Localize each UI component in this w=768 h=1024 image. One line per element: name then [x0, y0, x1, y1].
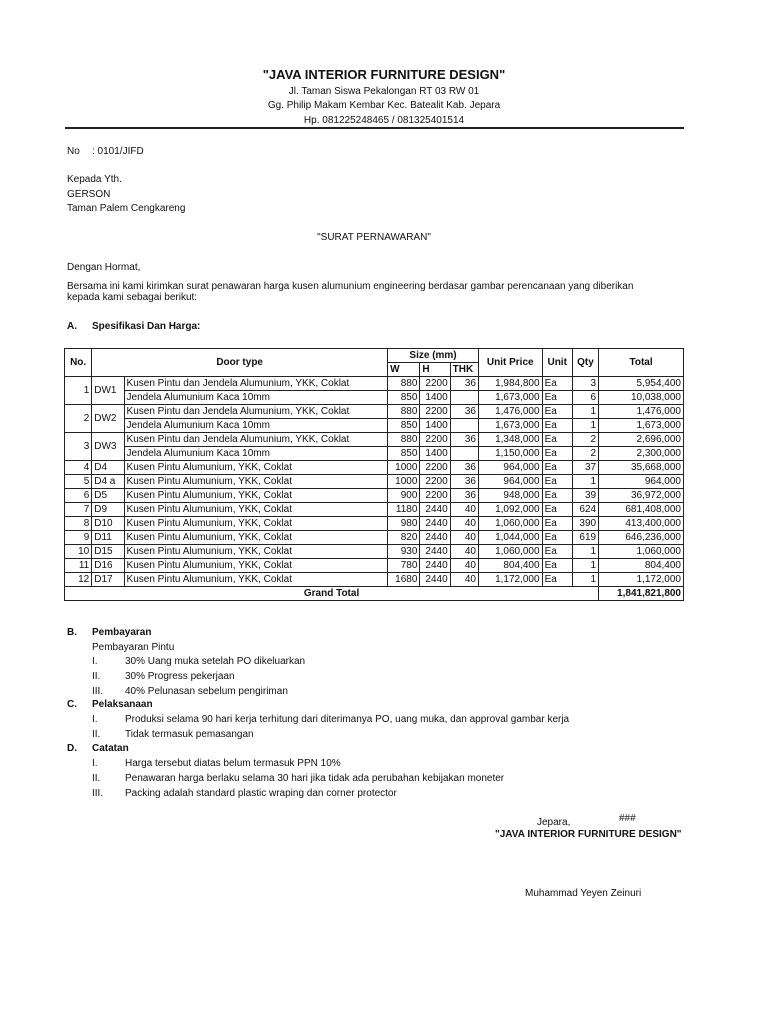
section-d-item-text: Packing adalah standard plastic wraping dan corner protector: [125, 788, 397, 799]
cell-qty: 2: [572, 433, 598, 447]
section-b-title: Pembayaran: [92, 627, 152, 638]
cell-description: Kusen Pintu Alumunium, YKK, Coklat: [124, 545, 388, 559]
cell-code: DW2: [92, 405, 124, 433]
cell-qty: 1: [572, 419, 598, 433]
table-row: [65, 377, 684, 391]
cell-no: 1: [65, 377, 92, 405]
section-b-subtitle: Pembayaran Pintu: [92, 642, 175, 653]
cell-no: 6: [65, 489, 92, 503]
cell-code: DW3: [92, 433, 124, 461]
cell-thickness: 40: [450, 545, 478, 559]
phone-line: Hp. 081225248465 / 081325401514: [303, 115, 465, 126]
cell-qty: 6: [572, 391, 598, 405]
cell-thickness: 36: [450, 405, 478, 419]
recipient-name: GERSON: [67, 189, 111, 200]
table-row: [65, 531, 684, 545]
section-b-letter: B.: [67, 627, 77, 638]
cell-code: D4: [92, 461, 124, 475]
cell-total: 36,972,000: [599, 489, 684, 503]
cell-unit-price: 804,400: [478, 559, 542, 573]
cell-height: 2200: [420, 475, 450, 489]
cell-qty: 1: [572, 545, 598, 559]
cell-unit: Ea: [542, 545, 572, 559]
cell-no: 12: [65, 573, 92, 587]
table-row: [65, 447, 684, 461]
cell-height: 2440: [420, 573, 450, 587]
cell-unit: Ea: [542, 419, 572, 433]
col-no: No.: [65, 349, 92, 377]
cell-code: DW1: [92, 377, 124, 405]
cell-total: 804,400: [599, 559, 684, 573]
cell-unit-price: 1,172,000: [478, 573, 542, 587]
table-row: [65, 489, 684, 503]
col-qty: Qty: [572, 349, 598, 377]
section-b-item-text: 30% Progress pekerjaan: [125, 671, 235, 682]
cell-thickness: 36: [450, 377, 478, 391]
cell-description: Kusen Pintu Alumunium, YKK, Coklat: [124, 503, 388, 517]
cell-unit: Ea: [542, 559, 572, 573]
cell-qty: 1: [572, 559, 598, 573]
cell-width: 850: [388, 419, 420, 433]
cell-no: 2: [65, 405, 92, 433]
cell-unit-price: 1,044,000: [478, 531, 542, 545]
section-d-item-text: Penawaran harga berlaku selama 30 hari jika tidak ada perubahan kebijakan moneter: [125, 773, 505, 784]
cell-code: D11: [92, 531, 124, 545]
cell-unit: Ea: [542, 517, 572, 531]
section-c-item-text: Tidak termasuk pemasangan: [125, 729, 254, 740]
cell-qty: 390: [572, 517, 598, 531]
cell-width: 930: [388, 545, 420, 559]
cell-code: D5: [92, 489, 124, 503]
section-c-item-text: Produksi selama 90 hari kerja terhitung dari diterimanya PO, uang muka, dan approval gambar kerja: [125, 714, 570, 725]
cell-description: Jendela Alumunium Kaca 10mm: [124, 391, 388, 405]
cell-qty: 2: [572, 447, 598, 461]
cell-qty: 39: [572, 489, 598, 503]
cell-thickness: 40: [450, 531, 478, 545]
cell-total: 964,000: [599, 475, 684, 489]
section-b-item-text: 30% Uang muka setelah PO dikeluarkan: [125, 656, 306, 667]
cell-unit: Ea: [542, 391, 572, 405]
letter-title: "SURAT PERNAWARAN": [317, 232, 431, 243]
cell-code: D17: [92, 573, 124, 587]
cell-unit-price: 1,673,000: [478, 419, 542, 433]
cell-total: 2,300,000: [599, 447, 684, 461]
table-row: [65, 503, 684, 517]
table-row: [65, 559, 684, 573]
cell-qty: 1: [572, 405, 598, 419]
section-c-item-number: I.: [92, 714, 98, 725]
section-b-item-number: I.: [92, 656, 98, 667]
cell-code: D4 a: [92, 475, 124, 489]
col-thk: THK: [450, 363, 478, 377]
section-a-letter: A.: [67, 321, 77, 332]
cell-no: 3: [65, 433, 92, 461]
cell-height: 2200: [420, 405, 450, 419]
cell-description: Kusen Pintu Alumunium, YKK, Coklat: [124, 559, 388, 573]
table-row: [65, 419, 684, 433]
cell-height: 2440: [420, 517, 450, 531]
section-c-item-number: II.: [92, 729, 101, 740]
section-d-item-number: II.: [92, 773, 101, 784]
col-h: H: [420, 363, 450, 377]
cell-total: 35,668,000: [599, 461, 684, 475]
cell-qty: 37: [572, 461, 598, 475]
cell-width: 1680: [388, 573, 420, 587]
cell-height: 2200: [420, 461, 450, 475]
cell-total: 10,038,000: [599, 391, 684, 405]
signature-date: ###: [619, 813, 636, 824]
cell-height: 1400: [420, 419, 450, 433]
col-door-type: Door type: [92, 349, 388, 377]
cell-qty: 1: [572, 573, 598, 587]
cell-total: 2,696,000: [599, 433, 684, 447]
address-line-2: Gg. Philip Makam Kembar Kec. Batealit Kab. Jepara: [267, 100, 501, 111]
section-d-item-number: III.: [92, 788, 104, 799]
greeting: Dengan Hormat,: [67, 262, 141, 273]
cell-unit-price: 1,060,000: [478, 545, 542, 559]
cell-total: 1,476,000: [599, 405, 684, 419]
cell-thickness: 40: [450, 573, 478, 587]
cell-no: 11: [65, 559, 92, 573]
cell-height: 1400: [420, 447, 450, 461]
cell-thickness: 40: [450, 503, 478, 517]
cell-height: 2440: [420, 503, 450, 517]
letter-number-label: No: [67, 146, 80, 157]
cell-description: Kusen Pintu dan Jendela Alumunium, YKK, Coklat: [124, 377, 388, 391]
cell-no: 8: [65, 517, 92, 531]
section-b-item-number: III.: [92, 686, 104, 697]
col-size: Size (mm): [388, 349, 479, 363]
cell-thickness: 40: [450, 559, 478, 573]
cell-width: 900: [388, 489, 420, 503]
cell-thickness: 36: [450, 461, 478, 475]
signature-company: "JAVA INTERIOR FURNITURE DESIGN": [495, 829, 682, 840]
section-d-letter: D.: [67, 743, 77, 754]
cell-qty: 624: [572, 503, 598, 517]
section-d-item-number: I.: [92, 758, 98, 769]
cell-unit-price: 964,000: [478, 461, 542, 475]
cell-height: 2440: [420, 559, 450, 573]
table-row: [65, 475, 684, 489]
cell-unit-price: 1,092,000: [478, 503, 542, 517]
section-c-title: Pelaksanaan: [92, 699, 153, 710]
table-header-row: [65, 349, 684, 363]
cell-height: 2440: [420, 531, 450, 545]
cell-no: 4: [65, 461, 92, 475]
cell-unit-price: 1,984,800: [478, 377, 542, 391]
cell-unit: Ea: [542, 405, 572, 419]
cell-no: 9: [65, 531, 92, 545]
section-b-item-text: 40% Pelunasan sebelum pengiriman: [125, 686, 288, 697]
cell-total: 1,172,000: [599, 573, 684, 587]
cell-width: 1180: [388, 503, 420, 517]
cell-unit: Ea: [542, 433, 572, 447]
table-row: [65, 573, 684, 587]
cell-total: 5,954,400: [599, 377, 684, 391]
table-row: [65, 405, 684, 419]
cell-unit-price: 1,150,000: [478, 447, 542, 461]
cell-width: 1000: [388, 475, 420, 489]
letter-number-value: : 0101/JIFD: [92, 146, 144, 157]
cell-description: Kusen Pintu Alumunium, YKK, Coklat: [124, 517, 388, 531]
cell-description: Jendela Alumunium Kaca 10mm: [124, 447, 388, 461]
cell-description: Kusen Pintu Alumunium, YKK, Coklat: [124, 475, 388, 489]
cell-width: 880: [388, 405, 420, 419]
cell-qty: 619: [572, 531, 598, 545]
cell-height: 2200: [420, 433, 450, 447]
cell-unit: Ea: [542, 489, 572, 503]
cell-width: 980: [388, 517, 420, 531]
cell-thickness: [450, 447, 478, 461]
cell-total: 413,400,000: [599, 517, 684, 531]
cell-no: 10: [65, 545, 92, 559]
cell-width: 850: [388, 391, 420, 405]
cell-thickness: 36: [450, 489, 478, 503]
table-row: [65, 433, 684, 447]
section-c-letter: C.: [67, 699, 77, 710]
cell-thickness: 36: [450, 475, 478, 489]
table-row: [65, 391, 684, 405]
cell-code: D16: [92, 559, 124, 573]
section-b-item-number: II.: [92, 671, 101, 682]
cell-unit-price: 1,348,000: [478, 433, 542, 447]
cell-height: 2200: [420, 377, 450, 391]
cell-width: 1000: [388, 461, 420, 475]
cell-height: 2440: [420, 545, 450, 559]
cell-unit: Ea: [542, 461, 572, 475]
cell-description: Kusen Pintu Alumunium, YKK, Coklat: [124, 573, 388, 587]
intro-line-2: kepada kami sebagai berikut:: [67, 292, 198, 303]
grand-total-row: [65, 587, 684, 601]
cell-description: Kusen Pintu dan Jendela Alumunium, YKK, Coklat: [124, 405, 388, 419]
cell-width: 780: [388, 559, 420, 573]
grand-total-value: 1,841,821,800: [599, 587, 684, 601]
table-row: [65, 517, 684, 531]
cell-total: 1,673,000: [599, 419, 684, 433]
cell-total: 681,408,000: [599, 503, 684, 517]
cell-unit-price: 1,673,000: [478, 391, 542, 405]
cell-width: 820: [388, 531, 420, 545]
cell-description: Kusen Pintu Alumunium, YKK, Coklat: [124, 531, 388, 545]
header-divider: [65, 127, 684, 129]
cell-description: Kusen Pintu dan Jendela Alumunium, YKK, Coklat: [124, 433, 388, 447]
cell-code: D15: [92, 545, 124, 559]
cell-unit: Ea: [542, 531, 572, 545]
cell-description: Kusen Pintu Alumunium, YKK, Coklat: [124, 489, 388, 503]
to-label: Kepada Yth.: [67, 174, 122, 185]
cell-unit-price: 964,000: [478, 475, 542, 489]
cell-total: 646,236,000: [599, 531, 684, 545]
cell-height: 1400: [420, 391, 450, 405]
section-a-title: Spesifikasi Dan Harga:: [92, 321, 201, 332]
cell-thickness: 40: [450, 517, 478, 531]
cell-thickness: [450, 419, 478, 433]
cell-unit: Ea: [542, 475, 572, 489]
cell-description: Jendela Alumunium Kaca 10mm: [124, 419, 388, 433]
table-row: [65, 461, 684, 475]
cell-code: D10: [92, 517, 124, 531]
cell-no: 5: [65, 475, 92, 489]
col-w: W: [388, 363, 420, 377]
col-unit: Unit: [542, 349, 572, 377]
cell-code: D9: [92, 503, 124, 517]
grand-total-label: Grand Total: [65, 587, 599, 601]
signature-place: Jepara,: [537, 817, 571, 828]
address-line-1: Jl. Taman Siswa Pekalongan RT 03 RW 01: [288, 86, 480, 97]
intro-line-1: Bersama ini kami kirimkan surat penawaran harga kusen alumunium engineering berdasar gambar perencanaan yang diberikan: [67, 281, 634, 292]
cell-width: 850: [388, 447, 420, 461]
price-table: [64, 348, 684, 601]
cell-width: 880: [388, 433, 420, 447]
cell-unit: Ea: [542, 573, 572, 587]
cell-width: 880: [388, 377, 420, 391]
section-d-title: Catatan: [92, 743, 129, 754]
cell-thickness: 36: [450, 433, 478, 447]
cell-qty: 1: [572, 475, 598, 489]
col-unit-price: Unit Price: [478, 349, 542, 377]
cell-unit-price: 948,000: [478, 489, 542, 503]
section-d-item-text: Harga tersebut diatas belum termasuk PPN 10%: [125, 758, 341, 769]
company-title: "JAVA INTERIOR FURNITURE DESIGN": [262, 67, 506, 82]
signatory-name: Muhammad Yeyen Zeinuri: [525, 888, 642, 899]
table-row: [65, 545, 684, 559]
cell-unit: Ea: [542, 503, 572, 517]
cell-thickness: [450, 391, 478, 405]
cell-unit: Ea: [542, 377, 572, 391]
cell-unit-price: 1,060,000: [478, 517, 542, 531]
cell-unit-price: 1,476,000: [478, 405, 542, 419]
recipient-address: Taman Palem Cengkareng: [67, 203, 186, 214]
cell-total: 1,060,000: [599, 545, 684, 559]
cell-qty: 3: [572, 377, 598, 391]
cell-no: 7: [65, 503, 92, 517]
cell-unit: Ea: [542, 447, 572, 461]
cell-height: 2200: [420, 489, 450, 503]
col-total: Total: [599, 349, 684, 377]
cell-description: Kusen Pintu Alumunium, YKK, Coklat: [124, 461, 388, 475]
